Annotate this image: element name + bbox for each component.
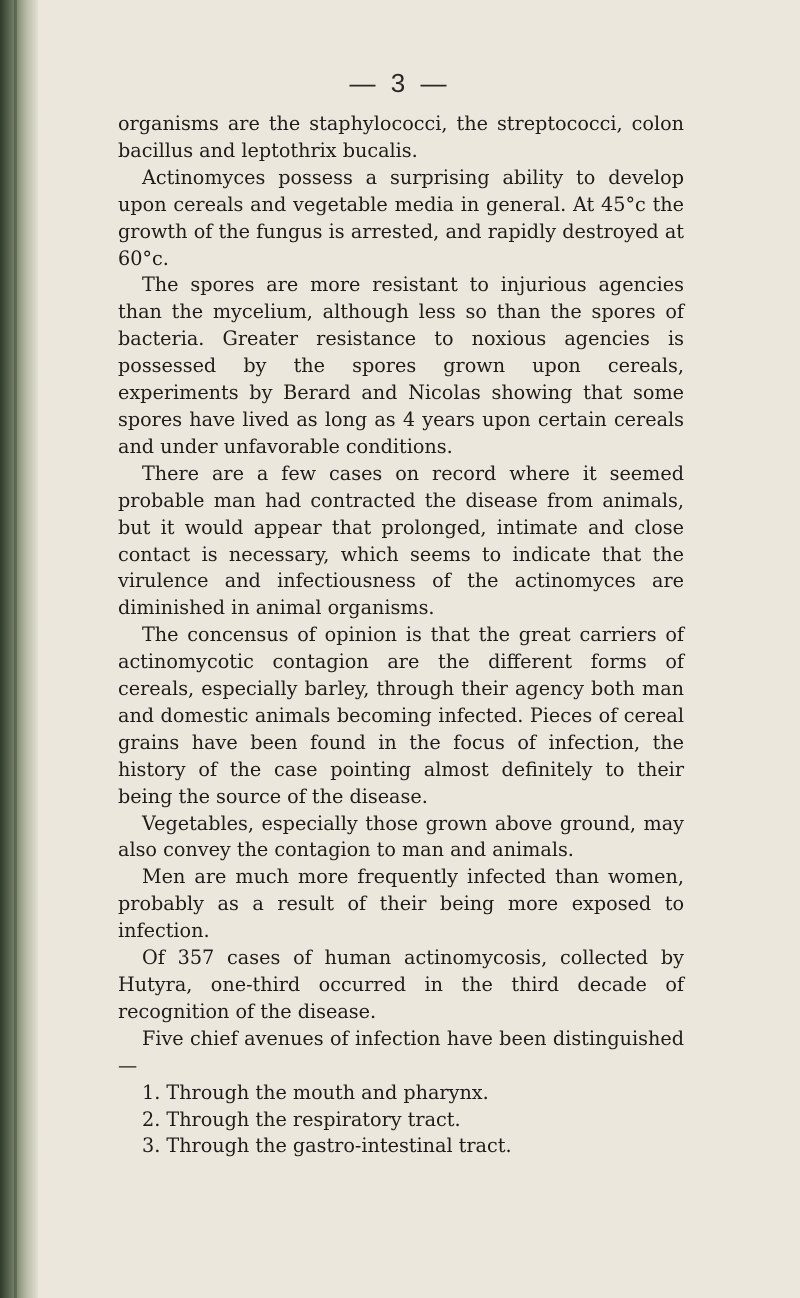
paragraph-2: Actinomyces possess a surprising ability to develop upon cereals and vegetable media in general. At 45°c the growth of the fungus is arrested, and rapidly destroyed at 60°c. [118,165,684,270]
paragraph-4: There are a few cases on record where it seemed probable man had contracted the disease from animals, but it would appear that prolonged, intimate and close contact is necessary, which seems to indicate that the virulence and infectiousness of the actinomyces are diminished in animal organisms. [118,461,684,620]
list-item-1: 1. Through the mouth and pharynx. [142,1080,489,1104]
paragraph-6: Vegetables, especially those grown above ground, may also convey the contagion to man and animals. [118,811,684,862]
list-item-3: 3. Through the gastro-intestinal tract. [142,1134,512,1158]
paragraph-5: The concensus of opinion is that the great carriers of actinomycotic contagion are the different forms of cereals, especially barley, through their agency both man and domestic animals becoming infected. Pieces of cereal grains have been found in the focus of infection, the history of the case pointing almost definitely to their being the source of the disease. [118,623,684,808]
body-text [118,111,684,1160]
paragraph-1: organisms are the staphylococci, the streptococci, colon bacillus and leptothrix bucalis. [118,112,684,162]
paragraph-7: Men are much more frequently infected than women, probably as a result of their being more exposed to infection. [118,865,684,943]
book-spine-shadow [0,0,38,1298]
paragraph-8: Of 357 cases of human actinomycosis, collected by Hutyra, one-third occurred in the third decade of recognition of the disease. [118,946,684,1023]
list-item-2: 2. Through the respiratory tract. [142,1107,461,1131]
paragraph-9: Five chief avenues of infection have been distinguished— [118,1026,684,1077]
paragraph-3: The spores are more resistant to injurious agencies than the mycelium, although less so than the spores of bacteria. Greater resistance to noxious agencies is possessed by the spores grown upon cereals, experiments by Berard and Nicolas showing that some spores have lived as long as 4 years upon certain cereals and under unfavorable conditions. [118,273,684,458]
page-number: — 3 — [349,68,451,98]
